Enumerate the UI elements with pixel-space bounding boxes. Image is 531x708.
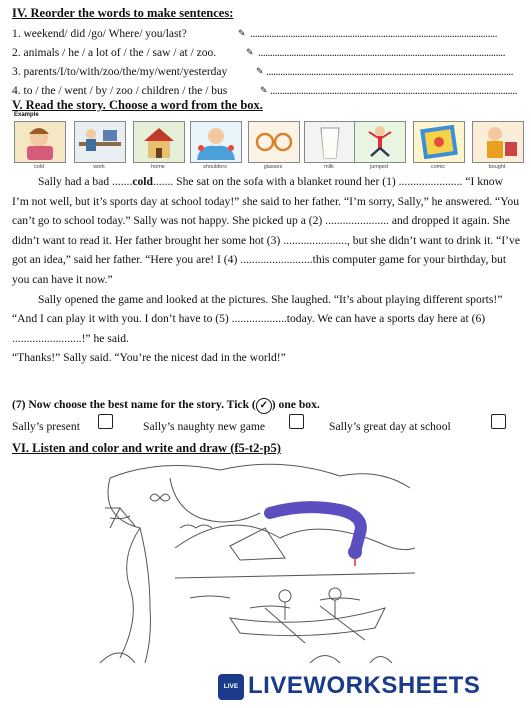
story-paragraph-3: “Thanks!” Sally said. “You’re the nicest dad in the world!” [12,351,286,365]
reorder-text: 4. to / the / went / by / zoo / children / the / bus [12,85,228,97]
story-paragraph-1: Sally had a bad .......cold....... She sat on the sofa with a blanket round her (1) ...................... “I know I’m not well, but it’s sports day at school today!” she said to her father. “I’m sorry, Sally,” he answered. “You can’t go to school today.” Sally was not happy. She picked up a (2) ...................... and dropped it again. She didn’t want to read it. Her father brought her some hot (3) ......................, but she didn’t want to drink it. “I’ve got an idea,” said her father. “Here you are! I (4) .........................this computer game for your birthday, but you can have it now.” [12,175,520,286]
coloring-scene[interactable] [80,458,420,668]
word-label: shoulders [203,164,227,170]
picture-shoulders [190,121,242,163]
word-label: milk [324,164,334,170]
shopping-boy-icon [473,122,523,162]
story-text [12,172,520,368]
pencil-icon: ✎ [256,66,264,76]
reorder-item-1 [12,28,497,40]
section-5-title: V. Read the story. Choose a word from the box. [12,98,263,112]
shoulders-icon [191,122,241,162]
option-checkbox-1[interactable] [98,414,113,429]
reorder-item-4 [12,85,517,97]
word-label: glasses [263,164,283,170]
word-label: jumped [369,164,389,170]
sick-girl-icon [15,122,65,162]
option-checkbox-2[interactable] [289,414,304,429]
pencil-icon: ✎ [246,47,254,57]
picture-work [74,121,126,163]
word-label: home [151,164,165,170]
answer-blank[interactable]: ........................................................................................................ [250,28,497,40]
word-label: comic [430,164,446,170]
question-7: (7) Now choose the best name for the story. Tick ( ✓ ) one box. [12,398,320,414]
answer-blank[interactable]: ........................................................................................................ [270,85,517,97]
reorder-text: 1. weekend/ did /go/ Where/ you/last? [12,28,187,40]
office-worker-icon [75,122,125,162]
comic-book-icon [414,122,464,162]
word-label: cold [33,164,45,170]
option-checkbox-3[interactable] [491,414,506,429]
example-label: Example [14,112,39,118]
liveworksheets-logo [218,672,518,702]
option-label-3: Sally’s great day at school [329,420,451,433]
example-answer: cold [132,175,153,188]
milk-glass-icon [305,122,355,162]
option-label-2: Sally’s naughty new game [143,420,266,433]
answer-blank[interactable]: ........................................................................................................ [258,47,505,59]
picture-cold [14,121,66,163]
picture-home [133,121,185,163]
tick-icon: ✓ [256,398,272,414]
reorder-item-3 [12,66,513,78]
glasses-icon [249,122,299,162]
option-label-1: Sally’s present [12,420,80,433]
picture-comic [413,121,465,163]
picture-milk [304,121,356,163]
section-4-title: IV. Reorder the words to make sentences: [12,6,234,20]
picture-glasses [248,121,300,163]
pencil-icon: ✎ [238,28,246,38]
reorder-text: 3. parents/I/to/with/zoo/the/my/went/yesterday [12,66,228,78]
reorder-item-2 [12,47,505,59]
story-paragraph-2: Sally opened the game and looked at the pictures. She laughed. “It’s about playing different sports!” “And I can play it with you. I don’t have to (5) ...................today. We can have a sports day here at (6) ........................!” he said. [12,292,503,345]
picture-bought [472,121,524,163]
live-badge-icon: LIVE [218,674,244,700]
answer-blank[interactable]: ........................................................................................................ [266,66,513,78]
jumping-boy-icon [355,122,405,162]
word-label: bought [488,164,506,170]
section-6-title: VI. Listen and color and write and draw (f5-t2-p5) [12,441,281,455]
pencil-icon: ✎ [260,85,268,95]
word-label: work [93,164,105,170]
picture-jumped [354,121,406,163]
reorder-text: 2. animals / he / a lot of / the / saw / at / zoo. [12,47,217,59]
brand-name: LIVEWORKSHEETS [248,672,481,699]
house-icon [134,122,184,162]
